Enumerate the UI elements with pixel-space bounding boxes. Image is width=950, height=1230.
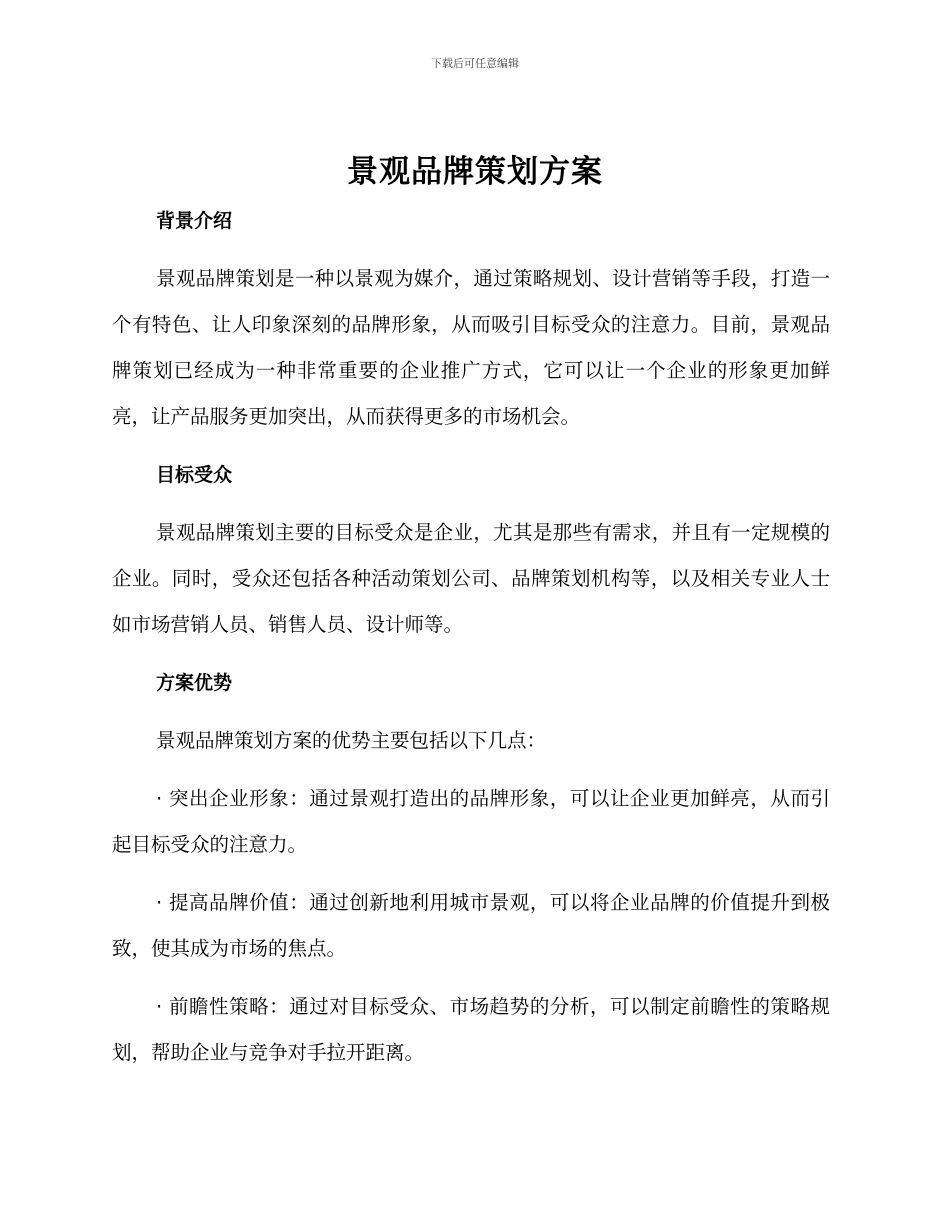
bullet-item: · 前瞻性策略：通过对目标受众、市场趋势的分析，可以制定前瞻性的策略规划，帮助企业与竞争对手拉开距离。 [112, 995, 830, 1064]
section-advantages [112, 660, 830, 1076]
bullet-item: · 突出企业形象：通过景观打造出的品牌形象，可以让企业更加鲜亮，从而引起目标受众的注意力。 [112, 787, 830, 856]
section-heading: 目标受众 [156, 464, 233, 486]
section-background [112, 198, 830, 440]
document-body [112, 198, 830, 1076]
paragraph: 景观品牌策划方案的优势主要包括以下几点： [156, 729, 547, 752]
page-header-note: 下载后可任意编辑 [431, 57, 519, 70]
document-title: 景观品牌策划方案 [347, 154, 603, 190]
section-target-audience [112, 452, 830, 648]
bullet-item: · 提高品牌价值：通过创新地利用城市景观，可以将企业品牌的价值提升到极致，使其成为市场的焦点。 [112, 891, 830, 960]
section-heading: 背景介绍 [156, 210, 233, 232]
paragraph: 景观品牌策划主要的目标受众是企业，尤其是那些有需求，并且有一定规模的企业。同时，受众还包括各种活动策划公司、品牌策划机构等，以及相关专业人士如市场营销人员、销售人员、设计师等。 [112, 521, 830, 636]
paragraph: 景观品牌策划是一种以景观为媒介，通过策略规划、设计营销等手段，打造一个有特色、让人印象深刻的品牌形象，从而吸引目标受众的注意力。目前，景观品牌策划已经成为一种非常重要的企业推广方式，它可以让一个企业的形象更加鲜亮，让产品服务更加突出，从而获得更多的市场机会。 [112, 267, 830, 428]
section-heading: 方案优势 [156, 672, 233, 694]
